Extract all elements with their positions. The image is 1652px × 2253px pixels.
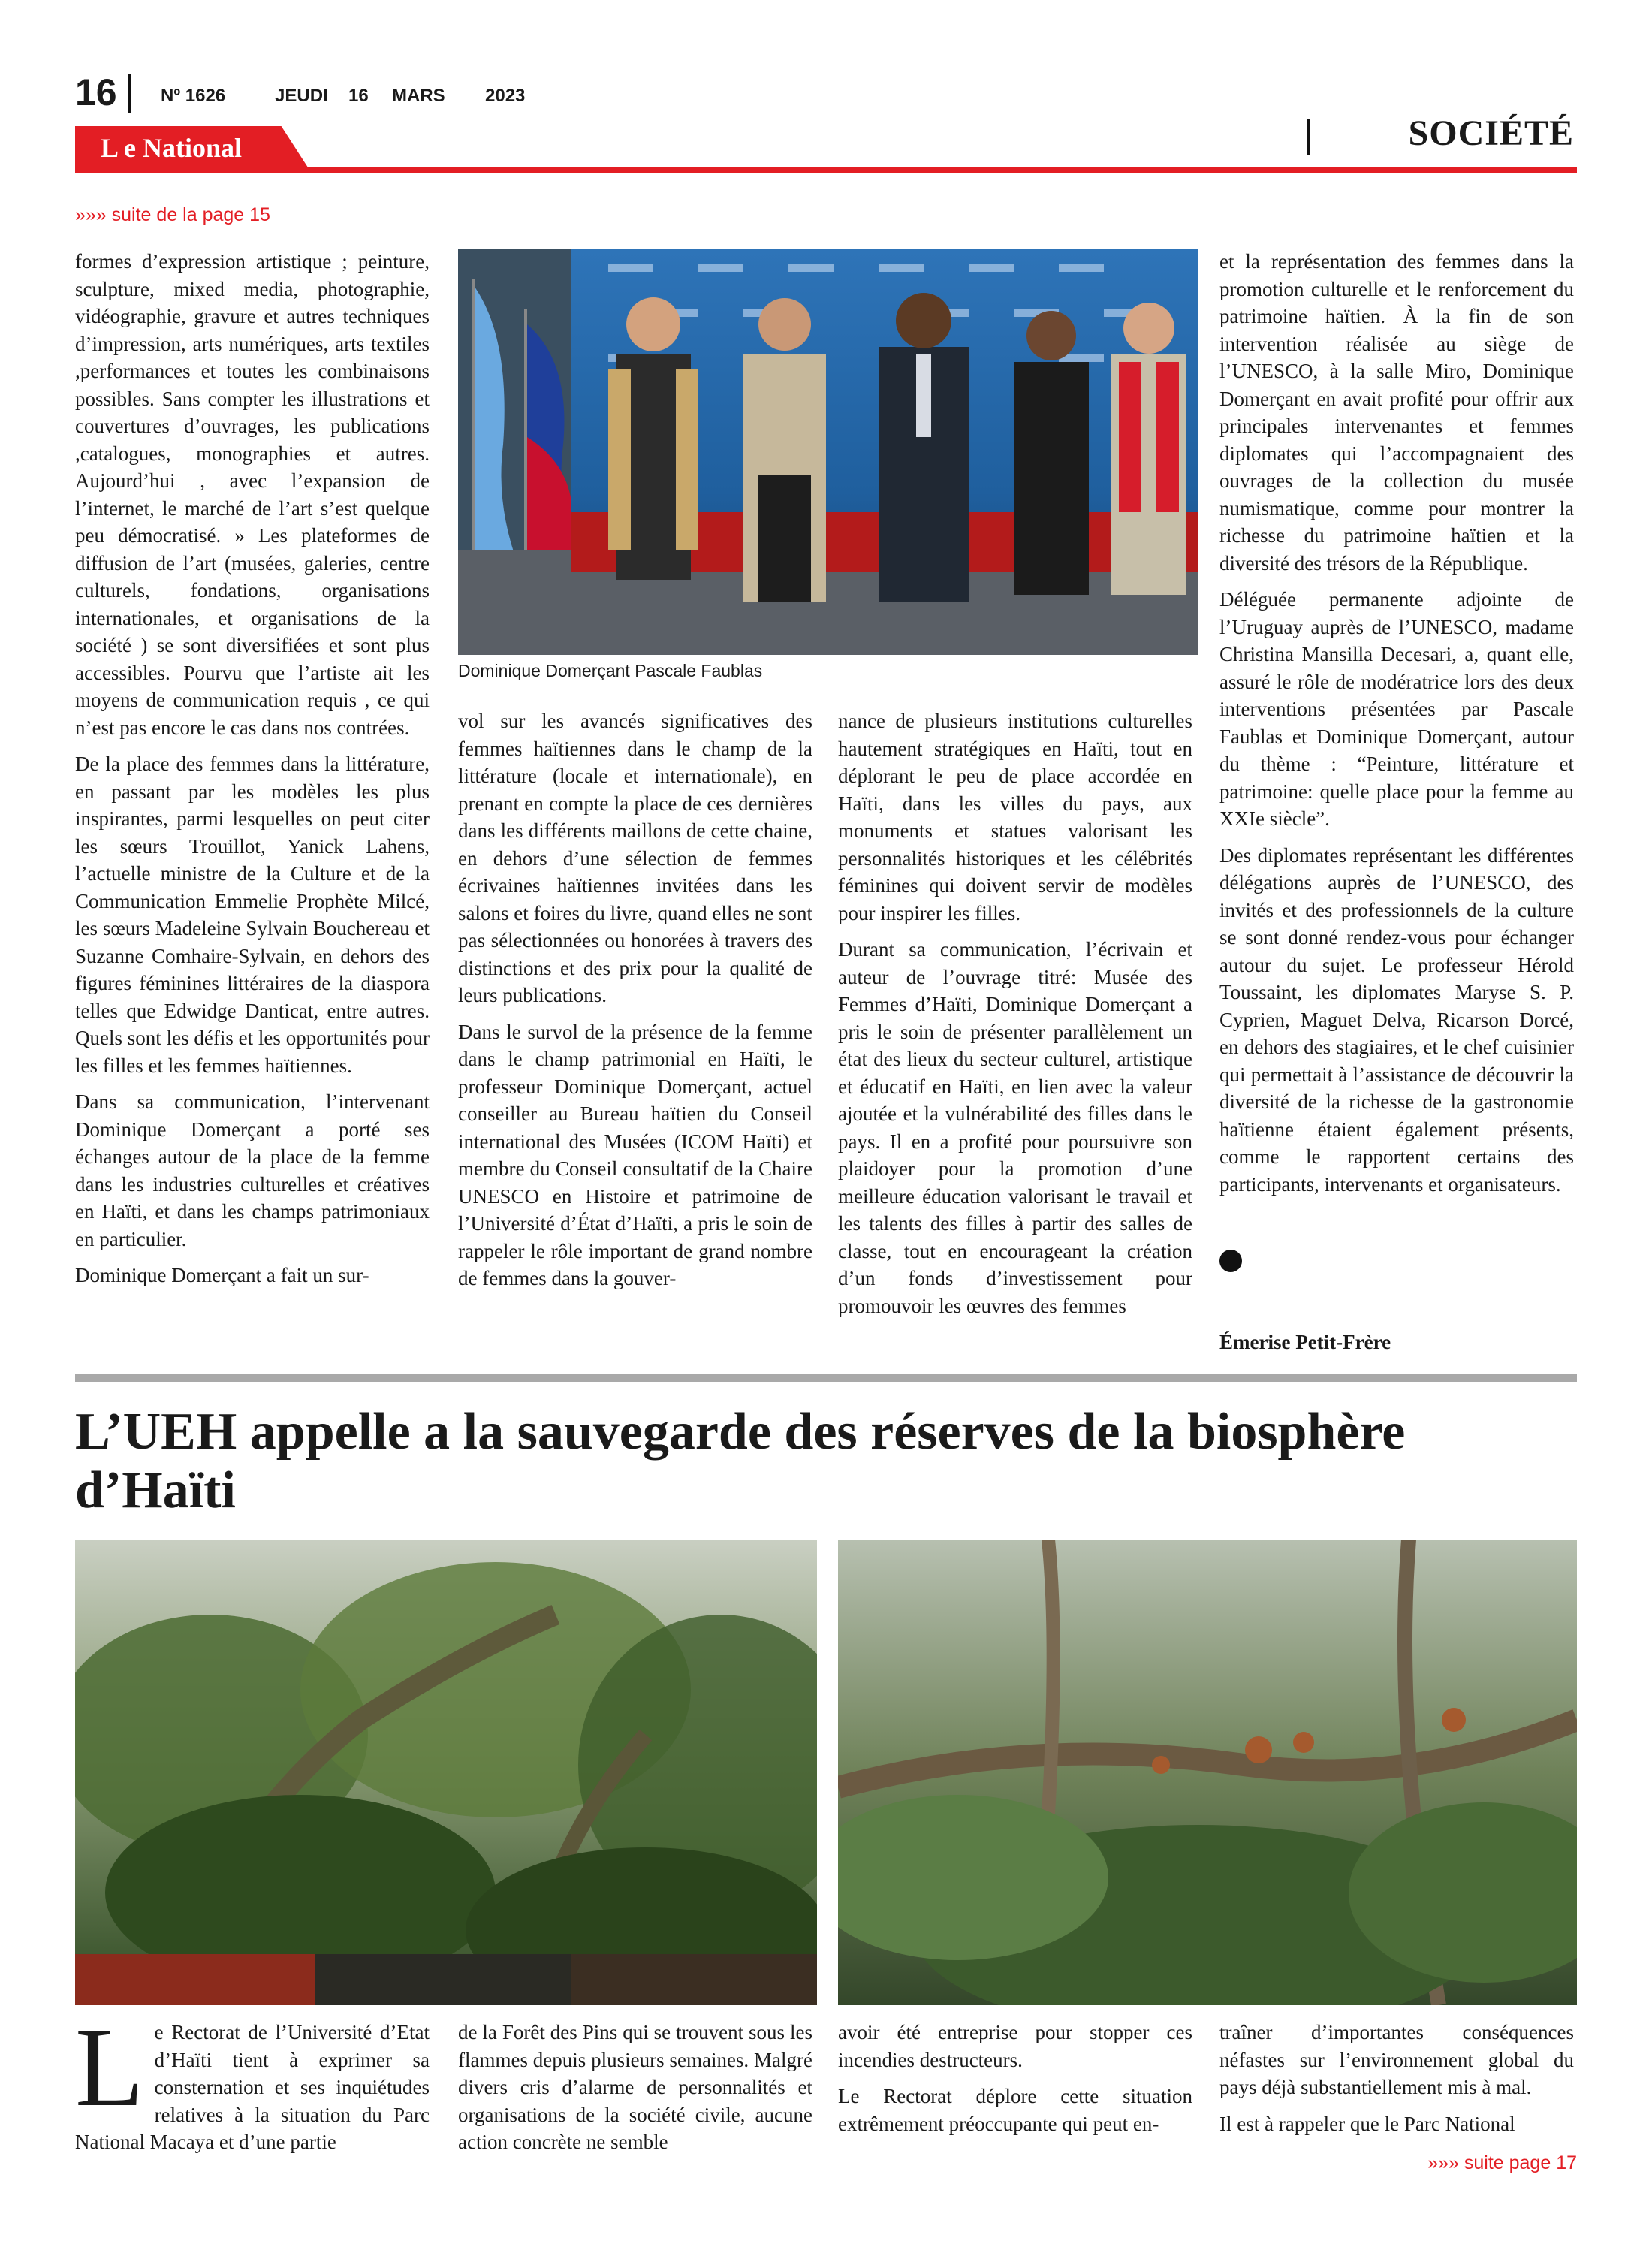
forest-photo-right xyxy=(838,1540,1577,2005)
continued-from-link[interactable]: »»» suite de la page 15 xyxy=(75,204,270,225)
newspaper-logo: L e National xyxy=(101,133,243,163)
paragraph: formes d’expression artistique ; peinture, sculpture, mixed media, photographie, vidéographie, gravure et autres techniques d’impression, arts numériques, arts textiles ,performances et toutes les combinaisons possibles. Sans compter les illustrations et couvertures d’ouvrages, les publications ,catalogues, monographies et autres. Aujourd’hui , avec l’expansion de l’internet, le marché de l’art s’est quelque peu démocratisé. » Les plateformes de diffusion de l’art (musées, galeries, centre culturels, fondations, organisations internationales, et organisations de la société ) se sont diversifiées et sont plus accessibles. Pourvu que l’artiste ait les moyens de communication requis , ce qui n’est pas encore le cas dans nos contrées. xyxy=(75,250,430,739)
paragraph: De la place des femmes dans la littérature, en passant par les modèles les plus inspirantes, parmi lesquelles on peut citer les sœurs Trouillot, Yanick Lahens, l’actuelle ministre de la Culture et de la Communication Emmelie Prophète Milcé, les sœurs Madeleine Sylvain Bouchereau et Suzanne Comhaire-Sylvain, en dehors des figures féminines littéraires de la diaspora telles que Edwidge Danticat, entre autres. Quels sont les défis et les opportunités pour les filles et les femmes haïtiennes. xyxy=(75,753,430,1077)
unesco-group-photo xyxy=(458,249,1198,655)
paragraph: avoir été entreprise pour stopper ces incendies destructeurs. xyxy=(838,2021,1192,2071)
article1-column-4 xyxy=(1219,248,1574,1198)
group-photo-illustration xyxy=(458,249,1198,655)
paragraph: Il est à rappeler que le Parc National xyxy=(1219,2112,1515,2135)
page-number-divider xyxy=(128,74,131,113)
article-divider xyxy=(75,1374,1577,1382)
paragraph: vol sur les avancés significatives des femmes haïtiennes dans le champ de la littérature (locale et internationale), en prenant en compte la place de ces dernières dans les différents maillons de cette chaine, en dehors d’une sélection de femmes écrivaines haïtiennes invitées dans les salons et foires du livre, quand elles ne sont pas sélectionnées ou honorées à travers des distinctions et des prix pour la qualité de leurs publications. xyxy=(458,710,812,1006)
forest-photo-left xyxy=(75,1540,817,2005)
author-byline: Émerise Petit-Frère xyxy=(1219,1331,1391,1353)
paragraph: Durant sa communication, l’écrivain et auteur de l’ouvrage titré: Musée des Femmes d’Haïti, Dominique Domerçant a pris le soin de présenter parallèlement un état des lieux du secteur culturel, artistique et éducatif en Haïti, en lien avec la valeur ajoutée et la vulnérabilité des filles dans le pays. Il en a profité pour poursuivre son plaidoyer pour la promotion d’une meilleure éducation valorisant le travail et les talents des filles à partir des salles de classe, tout en encourageant la création d’un fonds d’investissement pour promouvoir les œuvres des femmes xyxy=(838,938,1192,1317)
end-of-article-icon xyxy=(1219,1250,1242,1272)
header-rule xyxy=(75,167,1577,173)
article2-column-3 xyxy=(838,2019,1192,2137)
article2-headline: L’UEH appelle a la sauvegarde des réserves de la biosphère d’Haïti xyxy=(75,1403,1406,1519)
paragraph: Des diplomates représentant les différentes délégations auprès de l’UNESCO, des invités et des professionnels de la culture se sont donné rendez-vous pour échanger autour du sujet. Le professeur Hérold Toussaint, les diplomates Maryse S. P. Cyprien, Maguet Delva, Ricarson Dorcé, en dehors des stagiaires, et le chef cuisinier qui permettait à l’assistance de découvrir la diversité de la richesse de la gastronomie haïtienne étaient également présents, comme le rapportent certains des participants, intervenants et organisateurs. xyxy=(1219,843,1574,1196)
photo-caption: Dominique Domerçant Pascale Faublas xyxy=(458,661,763,680)
forest-illustration-right xyxy=(838,1540,1577,2005)
article1-column-2 xyxy=(458,707,812,1292)
paragraph: de la Forêt des Pins qui se trouvent sous les flammes depuis plusieurs semaines. Malgré divers cris d’alarme de personnalités et organisations de la société civile, aucune action concrète ne semble xyxy=(458,2021,812,2153)
article1-column-1 xyxy=(75,248,430,1289)
section-divider xyxy=(1307,119,1310,155)
continued-to-link[interactable]: »»» suite page 17 xyxy=(1427,2152,1577,2173)
issue-year: 2023 xyxy=(485,86,526,106)
section-title: SOCIÉTÉ xyxy=(1408,113,1574,153)
paragraph: et la représentation des femmes dans la promotion culturelle et le renforcement du patrimoine haïtien. À la fin de son intervention réalisée au siège de l’UNESCO, à la salle Miro, Dominique Domerçant en avait profité pour offrir aux principales intervenantes et femmes diplomates qui l’accompagnaient des ouvrages de la collection du musée numismatique, comme pour montrer la richesse du patrimoine haïtien et la diversité des trésors de la République. xyxy=(1219,250,1574,575)
paragraph: traîner d’importantes conséquences néfastes sur l’environnement global du pays déjà substantiellement mis à mal. xyxy=(1219,2021,1574,2098)
article2-column-4 xyxy=(1219,2019,1574,2137)
paragraph: Le Rectorat déplore cette situation extrêmement préoccupante qui peut en- xyxy=(838,2085,1192,2135)
article1-column-3 xyxy=(838,707,1192,1320)
article2-column-2 xyxy=(458,2019,812,2156)
forest-illustration-left xyxy=(75,1540,817,2005)
paragraph xyxy=(75,2005,430,2156)
paragraph: nance de plusieurs institutions culturelles hautement stratégiques en Haïti, tout en déplorant le peu de place accordée en Haïti, dans les villes du pays, aux monuments et statues valorisant les personnalités historiques et les célébrités féminines qui doivent servir de modèles pour inspirer les filles. xyxy=(838,710,1192,924)
paragraph: Dans le survol de la présence de la femme dans le champ patrimonial en Haïti, le professeur Dominique Domerçant, actuel conseiller au Bureau haïtien du Conseil international des Musées (ICOM Haïti) et membre du Conseil consultatif de la Chaire UNESCO en Histoire et patrimoine de l’Université d’État d’Haïti, a pris le soin de rappeler le rôle important de grand nombre de femmes dans la gouver- xyxy=(458,1020,812,1289)
issue-number: Nº 1626 xyxy=(161,86,226,106)
article2-column-1 xyxy=(75,2005,430,2156)
issue-month: MARS xyxy=(392,86,445,106)
paragraph: Dans sa communication, l’intervenant Dominique Domerçant a porté ses échanges autour de la place de la femme dans les industries culturelles et créatives en Haïti, et dans les champs patrimoniaux en particulier. xyxy=(75,1090,430,1250)
issue-day: JEUDI xyxy=(275,86,328,106)
paragraph: Déléguée permanente adjointe de l’Uruguay auprès de l’UNESCO, madame Christina Mansilla Decesari, a, quant elle, assuré le rôle de modératrice lors des deux interventions présentées par Pascale Faublas et Dominique Domerçant, autour du thème : “Peinture, littérature et patrimoine: quelle place pour la femme au XXIe siècle”. xyxy=(1219,588,1574,830)
page-number: 16 xyxy=(75,71,117,113)
issue-date-day: 16 xyxy=(348,86,369,106)
drop-cap: L xyxy=(75,2005,144,2130)
paragraph: Dominique Domerçant a fait un sur- xyxy=(75,1264,369,1286)
paragraph-text: e Rectorat de l’Université d’Etat d’Haïti tient à exprimer sa consternation et ses inquiétudes relatives à la situation du Parc National Macaya et d’une partie xyxy=(75,2021,430,2153)
